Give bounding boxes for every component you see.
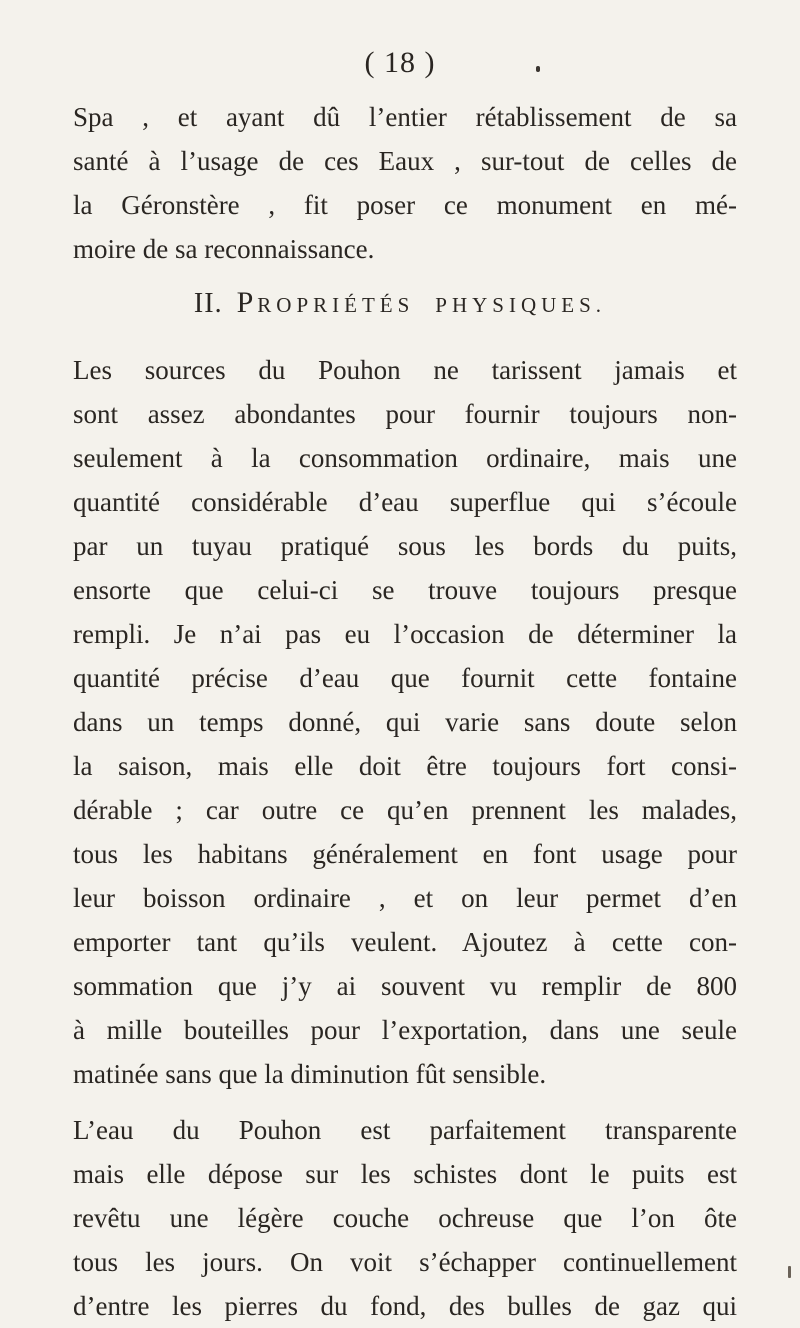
text-line: à mille bouteilles pour l’exportation, dans une seule (73, 1015, 737, 1045)
text-line: L’eau du Pouhon est parfaitement transparente (73, 1115, 737, 1145)
text-line: par un tuyau pratiqué sous les bords du puits, (73, 531, 737, 561)
text-line: ensorte que celui-ci se trouve toujours presque (73, 575, 737, 605)
text-line: Spa , et ayant dû l’entier rétablissement de sa (73, 102, 737, 132)
text-line: la Géronstère , fit poser ce monument en mé- (73, 190, 737, 220)
margin-mark (788, 1266, 791, 1278)
text-line: quantité considérable d’eau superflue qui s’écoule (73, 487, 737, 517)
text-line: Les sources du Pouhon ne tarissent jamais et (73, 355, 737, 385)
text-line: matinée sans que la diminution fût sensible. (73, 1059, 547, 1089)
text-line: dérable ; car outre ce qu’en prennent les malades, (73, 795, 737, 825)
heading-word-1: ROPRIÉTÉS (257, 293, 415, 317)
text-line: emporter tant qu’ils veulent. Ajoutez à cette con- (73, 927, 737, 957)
text-line: santé à l’usage de ces Eaux , sur-tout de celles de (73, 146, 737, 176)
section-number: II. (193, 288, 223, 319)
text-line: sommation que j’y ai souvent vu remplir de 800 (73, 971, 737, 1001)
paragraph-water (73, 1108, 737, 1328)
text-line: tous les jours. On voit s’échapper continuellement (73, 1247, 737, 1277)
text-line: seulement à la consommation ordinaire, mais une (73, 443, 737, 473)
page-number: ( 18 ) (364, 46, 436, 79)
ink-dot (536, 66, 540, 72)
text-line: mais elle dépose sur les schistes dont le puits est (73, 1159, 737, 1189)
paragraph-sources (73, 348, 737, 1096)
text-line: moire de sa reconnaissance. (73, 234, 375, 264)
heading-initial: P (236, 286, 258, 319)
text-line: d’entre les pierres du fond, des bulles de gaz qui (73, 1291, 737, 1321)
text-line: rempli. Je n’ai pas eu l’occasion de déterminer la (73, 619, 737, 649)
text-line: revêtu une légère couche ochreuse que l’on ôte (73, 1203, 737, 1233)
text-line: la saison, mais elle doit être toujours fort consi- (73, 751, 737, 781)
text-line: quantité précise d’eau que fournit cette fontaine (73, 663, 737, 693)
text-line: tous les habitans généralement en font usage pour (73, 839, 737, 869)
text-line: leur boisson ordinaire , et on leur permet d’en (73, 883, 737, 913)
section-heading (0, 286, 800, 320)
text-line: sont assez abondantes pour fournir toujours non- (73, 399, 737, 429)
text-line: dans un temps donné, qui varie sans doute selon (73, 707, 737, 737)
paragraph-intro (73, 95, 737, 271)
heading-word-2: PHYSIQUES. (435, 293, 607, 317)
